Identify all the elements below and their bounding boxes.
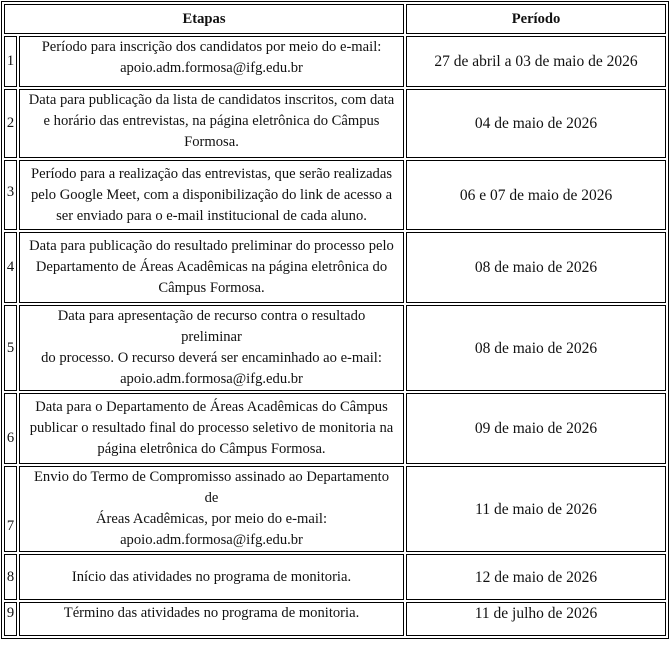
email-address: apoio.adm.formosa@ifg.edu.br bbox=[120, 532, 303, 548]
periodo-cell: 08 de maio de 2026 bbox=[406, 305, 666, 391]
table-row bbox=[4, 554, 666, 600]
etapa-line: Formosa. bbox=[184, 134, 239, 150]
periodo-cell: 11 de maio de 2026 bbox=[406, 466, 666, 552]
etapa-line: Áreas Acadêmicas, por meio do e-mail: bbox=[96, 511, 327, 527]
etapa-line: Período para inscrição dos candidatos por meio do e-mail: bbox=[41, 39, 382, 55]
periodo-cell: 11 de julho de 2026 bbox=[406, 602, 666, 636]
etapa-cell bbox=[19, 36, 404, 87]
header-row bbox=[4, 4, 666, 34]
etapa-cell bbox=[19, 160, 404, 230]
row-number: 6 bbox=[4, 393, 17, 464]
etapa-line: Departamento de Áreas Acadêmicas na página eletrônica do bbox=[35, 259, 388, 275]
etapa-cell bbox=[19, 89, 404, 158]
etapa-line: do processo. O recurso deverá ser encaminhado ao e-mail: bbox=[41, 350, 382, 366]
etapa-line: pelo Google Meet, com a disponibilização do link de acesso a bbox=[30, 186, 393, 203]
etapa-line: Envio do Termo de Compromisso assinado ao Departamento de bbox=[34, 469, 389, 506]
row-number: 2 bbox=[4, 89, 17, 158]
etapa-line: Data para publicação da lista de candidatos inscritos, com data bbox=[28, 92, 395, 108]
row-number: 7 bbox=[4, 466, 17, 552]
periodo-cell: 12 de maio de 2026 bbox=[406, 554, 666, 600]
periodo-cell: 27 de abril a 03 de maio de 2026 bbox=[406, 36, 666, 87]
etapa-line: ser enviado para o e-mail institucional de cada aluno. bbox=[56, 207, 367, 224]
table-row bbox=[4, 36, 666, 87]
row-number: 9 bbox=[4, 602, 17, 636]
etapa-line: e horário das entrevistas, na página eletrônica do Câmpus bbox=[43, 113, 380, 129]
row-number: 3 bbox=[4, 160, 17, 230]
etapa-cell bbox=[19, 602, 404, 636]
etapa-line: publicar o resultado final do processo seletivo de monitoria na bbox=[29, 420, 394, 436]
etapa-cell bbox=[19, 232, 404, 303]
row-number: 1 bbox=[4, 36, 17, 87]
table-row bbox=[4, 602, 666, 636]
table-row bbox=[4, 89, 666, 158]
etapa-cell bbox=[19, 466, 404, 552]
header-etapas: Etapas bbox=[4, 4, 404, 34]
table-row bbox=[4, 305, 666, 391]
row-number: 5 bbox=[4, 305, 17, 391]
etapa-line: Câmpus Formosa. bbox=[158, 280, 265, 296]
table-row bbox=[4, 466, 666, 552]
etapa-line: Data para o Departamento de Áreas Acadêmicas do Câmpus bbox=[35, 399, 388, 415]
etapa-line: página eletrônica do Câmpus Formosa. bbox=[97, 441, 326, 457]
row-number: 8 bbox=[4, 554, 17, 600]
periodo-cell: 08 de maio de 2026 bbox=[406, 232, 666, 303]
table-row bbox=[4, 232, 666, 303]
etapa-line: Término das atividades no programa de monitoria. bbox=[63, 605, 360, 621]
etapa-line: Data para publicação do resultado preliminar do processo pelo bbox=[29, 238, 394, 254]
table-row bbox=[4, 393, 666, 464]
email-address: apoio.adm.formosa@ifg.edu.br bbox=[120, 371, 303, 387]
etapa-line: Período para a realização das entrevistas, que serão realizadas bbox=[31, 165, 393, 182]
etapa-cell bbox=[19, 305, 404, 391]
etapa-cell bbox=[19, 393, 404, 464]
table-row bbox=[4, 160, 666, 230]
etapa-cell bbox=[19, 554, 404, 600]
etapa-line: Início das atividades no programa de monitoria. bbox=[71, 568, 352, 585]
header-periodo: Período bbox=[406, 4, 666, 34]
row-number: 4 bbox=[4, 232, 17, 303]
periodo-cell: 06 e 07 de maio de 2026 bbox=[406, 160, 666, 230]
periodo-cell: 09 de maio de 2026 bbox=[406, 393, 666, 464]
email-address: apoio.adm.formosa@ifg.edu.br bbox=[120, 60, 303, 76]
schedule-table bbox=[1, 1, 669, 639]
etapa-line: Data para apresentação de recurso contra o resultado preliminar bbox=[57, 308, 366, 345]
periodo-cell: 04 de maio de 2026 bbox=[406, 89, 666, 158]
